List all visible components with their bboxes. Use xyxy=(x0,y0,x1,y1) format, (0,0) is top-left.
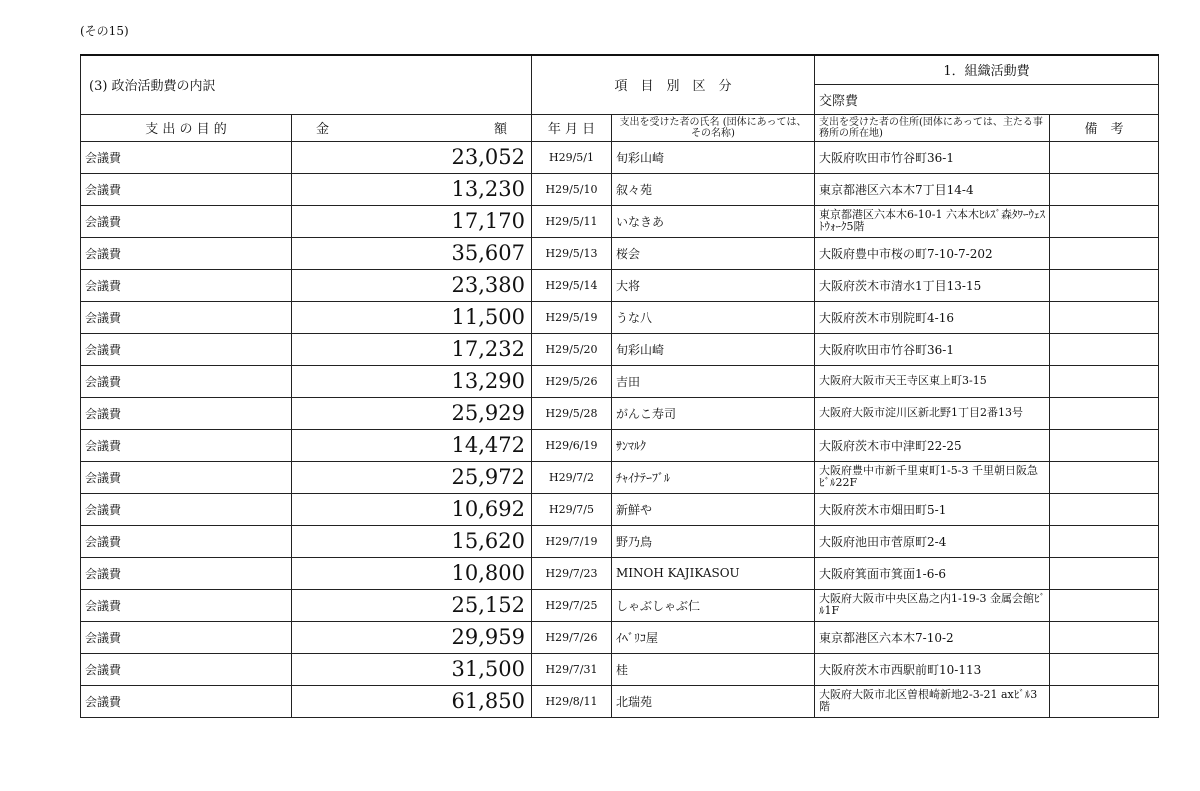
purpose-cell: 会議費 xyxy=(81,621,292,653)
table-row xyxy=(81,493,1159,525)
subcategory-value: 交際費 xyxy=(815,84,1159,114)
purpose-cell: 会議費 xyxy=(81,493,292,525)
payee-name-cell: 吉田 xyxy=(612,365,815,397)
amount-cell: 29,959 xyxy=(292,621,532,653)
table-row xyxy=(81,621,1159,653)
date-cell: H29/5/20 xyxy=(532,333,612,365)
purpose-cell: 会議費 xyxy=(81,269,292,301)
date-cell: H29/5/10 xyxy=(532,173,612,205)
remarks-cell xyxy=(1050,493,1159,525)
remarks-cell xyxy=(1050,269,1159,301)
purpose-cell: 会議費 xyxy=(81,589,292,621)
payee-name-cell: 野乃鳥 xyxy=(612,525,815,557)
amount-cell: 23,052 xyxy=(292,141,532,173)
purpose-cell: 会議費 xyxy=(81,461,292,493)
col-remarks: 備 考 xyxy=(1050,114,1159,141)
payee-address-cell: 大阪府茨木市清水1丁目13-15 xyxy=(815,269,1050,301)
purpose-cell: 会議費 xyxy=(81,333,292,365)
table-row xyxy=(81,301,1159,333)
payee-name-cell: がんこ寿司 xyxy=(612,397,815,429)
payee-address-cell: 大阪府箕面市箕面1-6-6 xyxy=(815,557,1050,589)
amount-cell: 13,290 xyxy=(292,365,532,397)
amount-cell: 25,152 xyxy=(292,589,532,621)
category-label: 項 目 別 区 分 xyxy=(532,55,815,114)
payee-address-cell: 大阪府大阪市天王寺区東上町3-15 xyxy=(815,365,1050,397)
table-row xyxy=(81,525,1159,557)
amount-cell: 10,692 xyxy=(292,493,532,525)
amount-cell: 14,472 xyxy=(292,429,532,461)
payee-name-cell: ｲﾍﾞﾘｺ屋 xyxy=(612,621,815,653)
date-cell: H29/6/19 xyxy=(532,429,612,461)
date-cell: H29/5/26 xyxy=(532,365,612,397)
col-amount-right: 額 xyxy=(493,122,507,137)
remarks-cell xyxy=(1050,685,1159,717)
payee-address-cell: 東京都港区六本木7丁目14-4 xyxy=(815,173,1050,205)
remarks-cell xyxy=(1050,653,1159,685)
date-cell: H29/8/11 xyxy=(532,685,612,717)
amount-cell: 15,620 xyxy=(292,525,532,557)
payee-address-cell: 東京都港区六本木6-10-1 六本木ﾋﾙｽﾞ森ﾀﾜｰｳｪｽﾄｳｫｰｸ5階 xyxy=(815,205,1050,237)
payee-name-cell: MINOH KAJIKASOU xyxy=(612,557,815,589)
table-row xyxy=(81,205,1159,237)
purpose-cell: 会議費 xyxy=(81,525,292,557)
remarks-cell xyxy=(1050,557,1159,589)
col-date: 年 月 日 xyxy=(532,114,612,141)
amount-cell: 10,800 xyxy=(292,557,532,589)
remarks-cell xyxy=(1050,429,1159,461)
date-cell: H29/5/13 xyxy=(532,237,612,269)
date-cell: H29/7/23 xyxy=(532,557,612,589)
amount-cell: 11,500 xyxy=(292,301,532,333)
payee-address-cell: 大阪府池田市菅原町2-4 xyxy=(815,525,1050,557)
payee-name-cell: 大将 xyxy=(612,269,815,301)
payee-name-cell: 旬彩山崎 xyxy=(612,333,815,365)
remarks-cell xyxy=(1050,621,1159,653)
expense-table xyxy=(80,54,1159,718)
amount-cell: 13,230 xyxy=(292,173,532,205)
payee-name-cell: うな八 xyxy=(612,301,815,333)
table-row xyxy=(81,269,1159,301)
date-cell: H29/5/1 xyxy=(532,141,612,173)
payee-name-cell: しゃぶしゃぶ仁 xyxy=(612,589,815,621)
purpose-cell: 会議費 xyxy=(81,685,292,717)
purpose-cell: 会議費 xyxy=(81,365,292,397)
section-title: (3) 政治活動費の内訳 xyxy=(81,55,532,114)
amount-cell: 35,607 xyxy=(292,237,532,269)
table-row xyxy=(81,653,1159,685)
table-row xyxy=(81,365,1159,397)
purpose-cell: 会議費 xyxy=(81,301,292,333)
table-row xyxy=(81,461,1159,493)
date-cell: H29/7/19 xyxy=(532,525,612,557)
table-row xyxy=(81,237,1159,269)
date-cell: H29/5/14 xyxy=(532,269,612,301)
amount-cell: 17,232 xyxy=(292,333,532,365)
amount-cell: 23,380 xyxy=(292,269,532,301)
payee-address-cell: 大阪府茨木市西駅前町10-113 xyxy=(815,653,1050,685)
remarks-cell xyxy=(1050,397,1159,429)
remarks-cell xyxy=(1050,141,1159,173)
amount-cell: 25,929 xyxy=(292,397,532,429)
purpose-cell: 会議費 xyxy=(81,141,292,173)
payee-address-cell: 大阪府茨木市中津町22-25 xyxy=(815,429,1050,461)
remarks-cell xyxy=(1050,333,1159,365)
payee-address-cell: 大阪府吹田市竹谷町36-1 xyxy=(815,333,1050,365)
col-amount xyxy=(292,114,532,141)
remarks-cell xyxy=(1050,173,1159,205)
table-row xyxy=(81,173,1159,205)
payee-name-cell: 旬彩山崎 xyxy=(612,141,815,173)
remarks-cell xyxy=(1050,301,1159,333)
date-cell: H29/5/19 xyxy=(532,301,612,333)
header-row-1 xyxy=(81,55,1159,84)
date-cell: H29/5/28 xyxy=(532,397,612,429)
remarks-cell xyxy=(1050,589,1159,621)
payee-address-cell: 大阪府大阪市北区曽根崎新地2-3-21 axﾋﾞﾙ3階 xyxy=(815,685,1050,717)
payee-address-cell: 大阪府豊中市桜の町7-10-7-202 xyxy=(815,237,1050,269)
payee-address-cell: 大阪府大阪市中央区島之内1-19-3 金属会館ﾋﾞﾙ1F xyxy=(815,589,1050,621)
table-row xyxy=(81,557,1159,589)
purpose-cell: 会議費 xyxy=(81,653,292,685)
payee-name-cell: 北瑞苑 xyxy=(612,685,815,717)
purpose-cell: 会議費 xyxy=(81,397,292,429)
date-cell: H29/7/5 xyxy=(532,493,612,525)
payee-address-cell: 大阪府大阪市淀川区新北野1丁目2番13号 xyxy=(815,397,1050,429)
remarks-cell xyxy=(1050,237,1159,269)
purpose-cell: 会議費 xyxy=(81,557,292,589)
page-label: (その15) xyxy=(80,24,129,38)
payee-name-cell: ﾁｬｲﾅﾃｰﾌﾞﾙ xyxy=(612,461,815,493)
col-amount-left: 金 xyxy=(316,122,330,137)
date-cell: H29/7/31 xyxy=(532,653,612,685)
payee-name-cell: ｻﾝﾏﾙｸ xyxy=(612,429,815,461)
payee-name-cell: 新鮮や xyxy=(612,493,815,525)
col-purpose: 支 出 の 目 的 xyxy=(81,114,292,141)
date-cell: H29/5/11 xyxy=(532,205,612,237)
column-header-row xyxy=(81,114,1159,141)
remarks-cell xyxy=(1050,461,1159,493)
table-row xyxy=(81,685,1159,717)
col-payee-name: 支出を受けた者の氏名 (団体にあっては、その名称) xyxy=(612,114,815,141)
payee-name-cell: 桂 xyxy=(612,653,815,685)
payee-name-cell: いなきあ xyxy=(612,205,815,237)
date-cell: H29/7/25 xyxy=(532,589,612,621)
remarks-cell xyxy=(1050,365,1159,397)
table-row xyxy=(81,429,1159,461)
payee-address-cell: 東京都港区六本木7-10-2 xyxy=(815,621,1050,653)
remarks-cell xyxy=(1050,525,1159,557)
payee-address-cell: 大阪府吹田市竹谷町36-1 xyxy=(815,141,1050,173)
purpose-cell: 会議費 xyxy=(81,429,292,461)
category-value: 1．組織活動費 xyxy=(815,55,1159,84)
amount-cell: 17,170 xyxy=(292,205,532,237)
amount-cell: 25,972 xyxy=(292,461,532,493)
col-payee-address: 支出を受けた者の住所(団体にあっては、主たる事務所の所在地) xyxy=(815,114,1050,141)
table-row xyxy=(81,397,1159,429)
date-cell: H29/7/2 xyxy=(532,461,612,493)
payee-name-cell: 桜会 xyxy=(612,237,815,269)
amount-cell: 61,850 xyxy=(292,685,532,717)
payee-name-cell: 叙々苑 xyxy=(612,173,815,205)
payee-address-cell: 大阪府茨木市畑田町5-1 xyxy=(815,493,1050,525)
remarks-cell xyxy=(1050,205,1159,237)
payee-address-cell: 大阪府茨木市別院町4-16 xyxy=(815,301,1050,333)
table-row xyxy=(81,333,1159,365)
table-row xyxy=(81,589,1159,621)
purpose-cell: 会議費 xyxy=(81,237,292,269)
purpose-cell: 会議費 xyxy=(81,205,292,237)
amount-cell: 31,500 xyxy=(292,653,532,685)
purpose-cell: 会議費 xyxy=(81,173,292,205)
date-cell: H29/7/26 xyxy=(532,621,612,653)
table-row xyxy=(81,141,1159,173)
payee-address-cell: 大阪府豊中市新千里東町1-5-3 千里朝日阪急ﾋﾞﾙ22F xyxy=(815,461,1050,493)
